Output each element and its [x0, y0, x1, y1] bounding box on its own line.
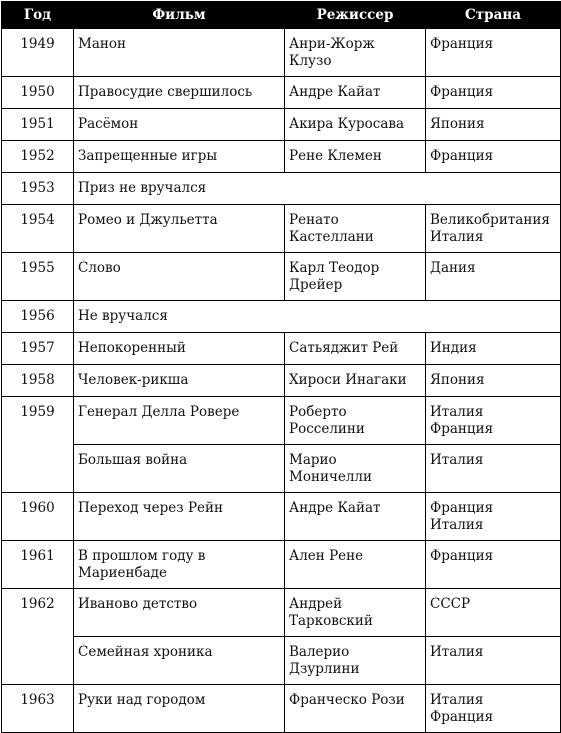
table-row [2, 109, 561, 141]
country-cell [426, 397, 561, 445]
director-cell: Роберто Росселини [285, 397, 426, 445]
director-cell: Ален Рене [285, 541, 426, 589]
country-line: СССР [430, 596, 471, 612]
director-cell: Акира Куросава [285, 109, 426, 141]
table-row [2, 333, 561, 365]
country-cell [426, 29, 561, 77]
table-row [2, 365, 561, 397]
year-cell: 1950 [2, 77, 74, 109]
note-cell: Приз не вручался [74, 173, 561, 205]
film-cell: Манон [74, 29, 285, 77]
film-cell: Правосудие свершилось [74, 77, 285, 109]
header-country: Страна [426, 2, 561, 29]
film-cell: Непокоренный [74, 333, 285, 365]
header-year: Год [2, 2, 74, 29]
country-cell [426, 365, 561, 397]
year-cell: 1961 [2, 541, 74, 589]
director-cell: Сатьяджит Рей [285, 333, 426, 365]
country-cell [426, 253, 561, 301]
country-line: Франция [430, 500, 494, 516]
year-cell: 1958 [2, 365, 74, 397]
director-cell: Андре Кайат [285, 493, 426, 541]
year-cell: 1949 [2, 29, 74, 77]
table-row [2, 493, 561, 541]
country-line: Дания [430, 260, 476, 276]
year-cell: 1959 [2, 397, 74, 493]
table-header-row [2, 2, 561, 29]
table-row [2, 141, 561, 173]
film-cell: Запрещенные игры [74, 141, 285, 173]
director-cell: Андрей Тарковский [285, 589, 426, 637]
country-cell [426, 685, 561, 733]
film-cell: Слово [74, 253, 285, 301]
country-line: Франция [430, 548, 494, 564]
country-line: Италия [430, 452, 484, 468]
year-cell: 1963 [2, 685, 74, 733]
film-cell: Переход через Рейн [74, 493, 285, 541]
country-cell [426, 589, 561, 637]
table-row [2, 637, 561, 685]
table-row [2, 173, 561, 205]
director-cell: Марио Моничелли [285, 445, 426, 493]
year-cell: 1955 [2, 253, 74, 301]
year-cell: 1953 [2, 173, 74, 205]
director-cell: Рене Клемен [285, 141, 426, 173]
film-cell: Генерал Делла Ровере [74, 397, 285, 445]
table-row [2, 77, 561, 109]
country-line: Франция [430, 36, 494, 52]
note-cell: Не вручался [74, 301, 561, 333]
country-line: Индия [430, 340, 477, 356]
film-cell: Ромео и Джульетта [74, 205, 285, 253]
film-cell: Руки над городом [74, 685, 285, 733]
country-cell [426, 77, 561, 109]
year-cell: 1962 [2, 589, 74, 685]
film-cell: Расёмон [74, 109, 285, 141]
header-film: Фильм [74, 2, 285, 29]
country-cell [426, 493, 561, 541]
film-cell: Человек-рикша [74, 365, 285, 397]
country-line: Италия [430, 517, 484, 533]
table-row [2, 541, 561, 589]
country-line: Италия [430, 404, 484, 420]
country-cell [426, 141, 561, 173]
table-row [2, 589, 561, 637]
table-row [2, 29, 561, 77]
director-cell: Валерио Дзурлини [285, 637, 426, 685]
country-line: Великобритания [430, 212, 550, 228]
director-cell: Хироси Инагаки [285, 365, 426, 397]
header-director: Режиссер [285, 2, 426, 29]
country-line: Италия [430, 692, 484, 708]
film-cell: Большая война [74, 445, 285, 493]
year-cell: 1952 [2, 141, 74, 173]
country-cell [426, 109, 561, 141]
country-line: Франция [430, 709, 494, 725]
country-cell [426, 445, 561, 493]
director-cell: Андре Кайат [285, 77, 426, 109]
film-cell: В прошлом году в Мариенбаде [74, 541, 285, 589]
table-row [2, 685, 561, 733]
table-row [2, 397, 561, 445]
table-row [2, 445, 561, 493]
director-cell: Франческо Рози [285, 685, 426, 733]
table-row [2, 253, 561, 301]
country-line: Франция [430, 421, 494, 437]
year-cell: 1957 [2, 333, 74, 365]
country-cell [426, 205, 561, 253]
awards-table [1, 1, 561, 733]
country-line: Франция [430, 148, 494, 164]
director-cell: Анри-Жорж Клузо [285, 29, 426, 77]
director-cell: Карл Теодор Дрейер [285, 253, 426, 301]
film-cell: Семейная хроника [74, 637, 285, 685]
country-line: Италия [430, 644, 484, 660]
year-cell: 1951 [2, 109, 74, 141]
director-cell: Ренато Кастеллани [285, 205, 426, 253]
film-cell: Иваново детство [74, 589, 285, 637]
year-cell: 1954 [2, 205, 74, 253]
year-cell: 1960 [2, 493, 74, 541]
country-cell [426, 333, 561, 365]
table-row [2, 301, 561, 333]
country-line: Италия [430, 229, 484, 245]
country-line: Япония [430, 116, 485, 132]
country-line: Япония [430, 372, 485, 388]
country-cell [426, 637, 561, 685]
country-line: Франция [430, 84, 494, 100]
table-row [2, 205, 561, 253]
year-cell: 1956 [2, 301, 74, 333]
country-cell [426, 541, 561, 589]
